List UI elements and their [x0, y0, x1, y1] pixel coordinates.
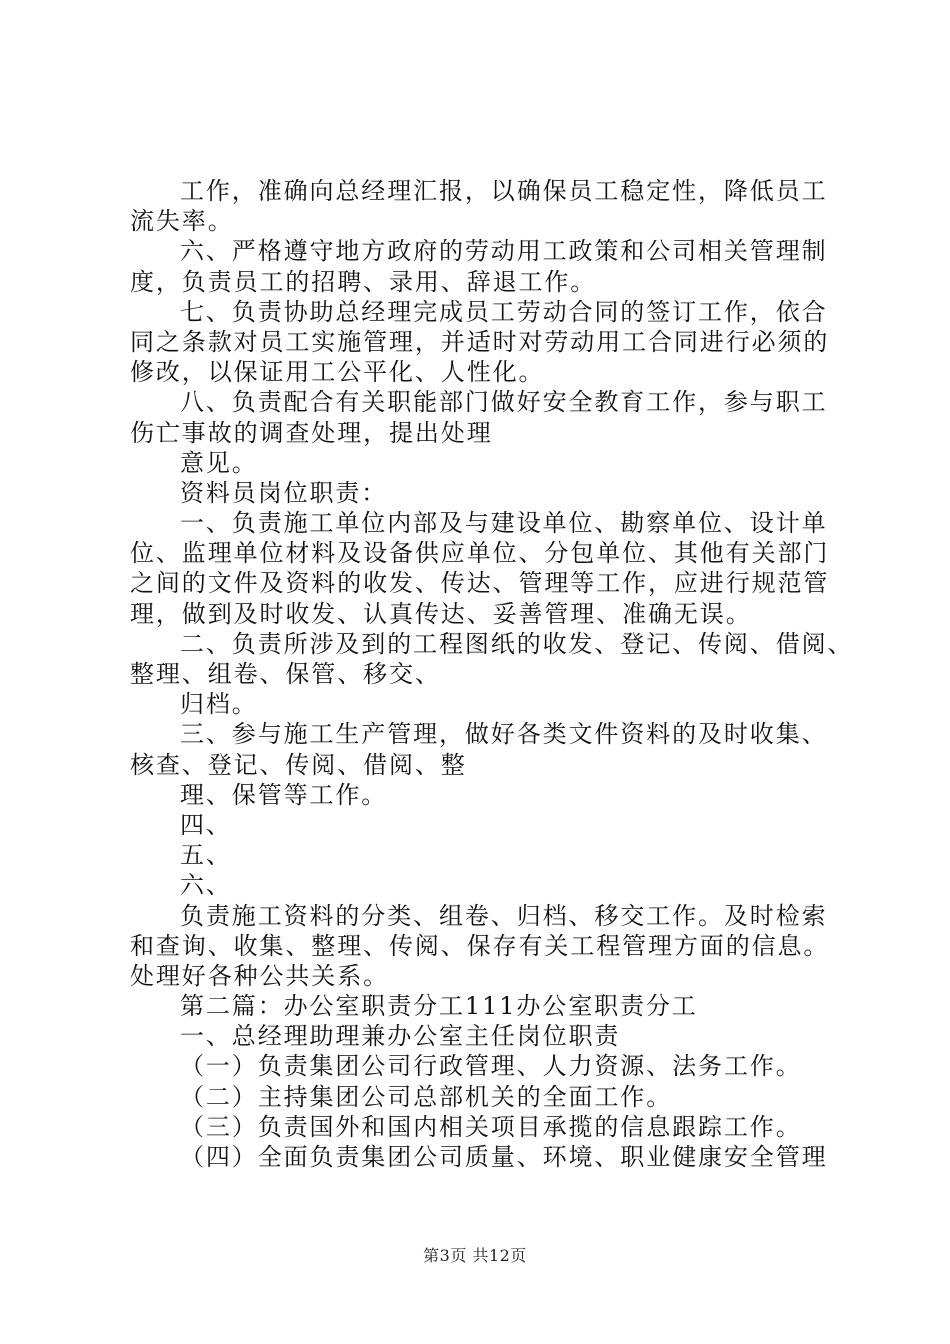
text-line: 意见。	[180, 448, 258, 477]
text-line: 度，负责员工的招聘、录用、辞退工作。	[130, 267, 597, 296]
text-line: 二、负责所涉及到的工程图纸的收发、登记、传阅、借阅、	[180, 629, 854, 658]
text-line: 位、监理单位材料及设备供应单位、分包单位、其他有关部门	[130, 539, 830, 568]
text-line: （四）全面负责集团公司质量、环境、职业健康安全管理	[180, 1143, 828, 1171]
text-line: 八、负责配合有关职能部门做好安全教育工作，参与职工	[180, 388, 828, 417]
text-line: （二）主持集团公司总部机关的全面工作。	[180, 1082, 673, 1111]
section-heading: 第二篇：办公室职责分工111办公室职责分工	[180, 992, 698, 1021]
text-line: 理，做到及时收发、认真传达、妥善管理、准确无误。	[130, 599, 752, 628]
text-line: 修改，以保证用工公平化、人性化。	[130, 358, 545, 387]
page-footer: 第3页 共12页	[423, 1246, 527, 1265]
text-line: 一、负责施工单位内部及与建设单位、勘察单位、设计单	[180, 509, 828, 538]
body-text	[130, 176, 854, 1172]
text-line: 六、	[180, 871, 232, 900]
text-line: 处理好各种公共关系。	[130, 961, 389, 990]
text-line: 和查询、收集、整理、传阅、保存有关工程管理方面的信息。	[130, 931, 830, 960]
text-line: 之间的文件及资料的收发、传达、管理等工作，应进行规范管	[130, 569, 830, 598]
text-line: 核查、登记、传阅、借阅、整	[130, 750, 467, 779]
text-line: 六、严格遵守地方政府的劳动用工政策和公司相关管理制	[180, 237, 828, 266]
text-line: 理、保管等工作。	[180, 780, 388, 809]
text-line: 负责施工资料的分类、组卷、归档、移交工作。及时检索	[180, 901, 828, 930]
text-line: 七、负责协助总经理完成员工劳动合同的签订工作，依合	[180, 297, 828, 326]
text-line: 工作，准确向总经理汇报，以确保员工稳定性，降低员工	[180, 177, 828, 205]
text-line: 三、参与施工生产管理，做好各类文件资料的及时收集、	[180, 720, 828, 749]
text-line: 伤亡事故的调查处理，提出处理	[130, 418, 493, 447]
text-line: 整理、组卷、保管、移交、	[130, 660, 441, 688]
section-heading: 资料员岗位职责：	[180, 478, 388, 507]
text-line: 流失率。	[130, 207, 234, 236]
text-line: （一）负责集团公司行政管理、人力资源、法务工作。	[180, 1052, 802, 1081]
section-heading: 一、总经理助理兼办公室主任岗位职责	[180, 1022, 621, 1051]
text-line: （三）负责国外和国内相关项目承揽的信息跟踪工作。	[180, 1112, 802, 1141]
text-line: 五、	[180, 841, 232, 870]
text-line: 归档。	[180, 690, 258, 719]
text-line: 同之条款对员工实施管理，并适时对劳动用工合同进行必须的	[130, 327, 830, 356]
text-line: 四、	[180, 810, 232, 839]
